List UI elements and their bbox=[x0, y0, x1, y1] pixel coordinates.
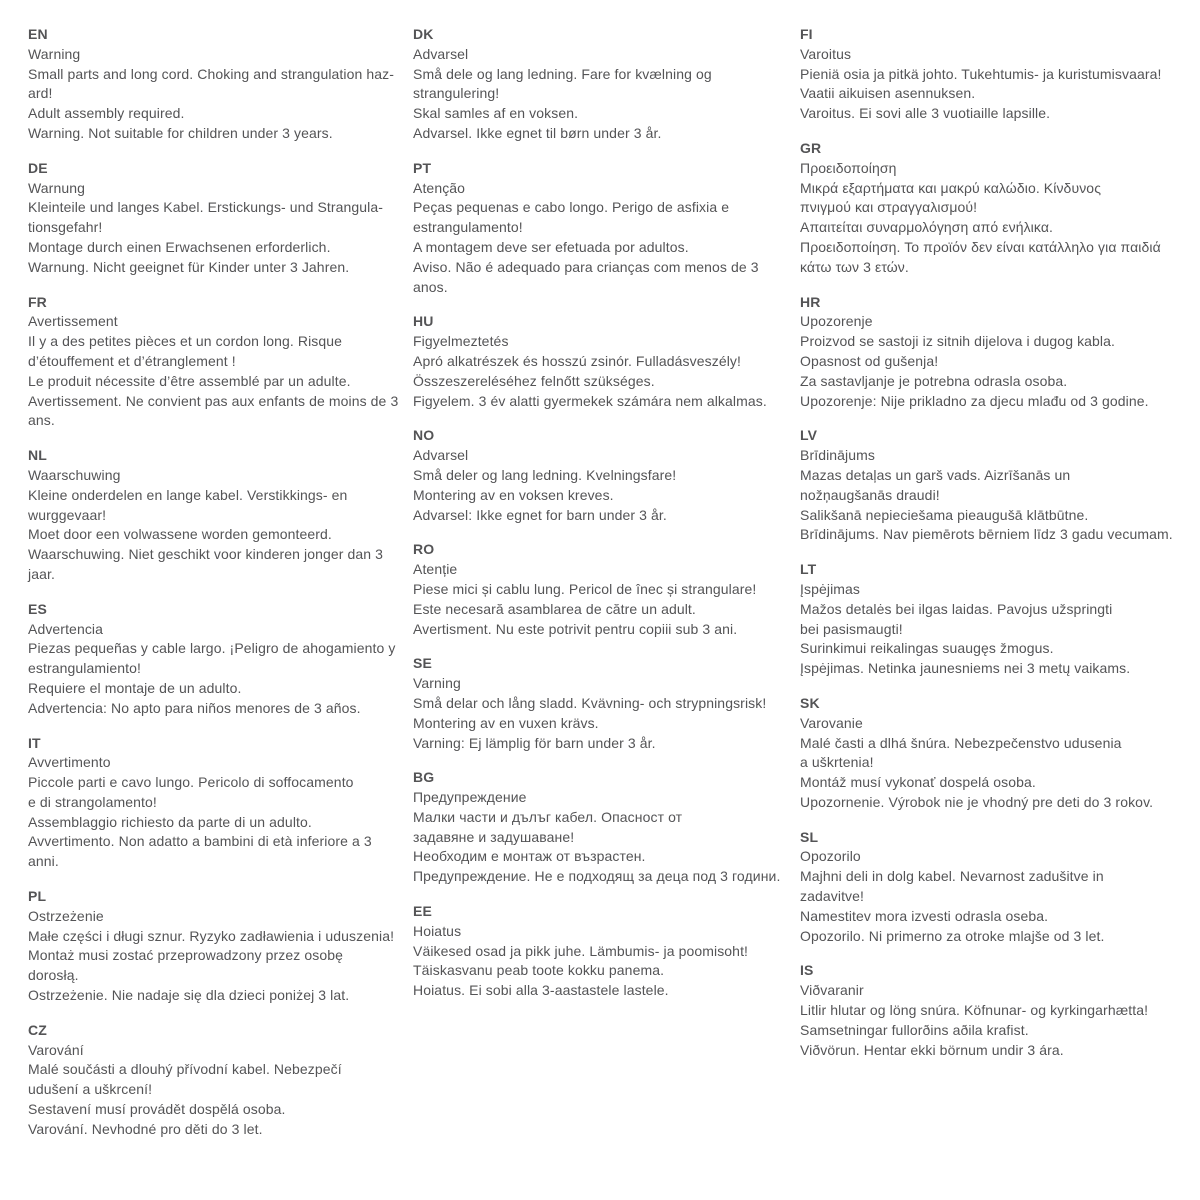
language-code: ES bbox=[28, 600, 47, 617]
language-code: NL bbox=[28, 447, 47, 464]
warning-line: Małe części i długi sznur. Ryzyko zadławienia i uduszenia! bbox=[28, 927, 395, 944]
warning-line: Moet door een volwassene worden gemonteerd. bbox=[28, 526, 332, 543]
warning-line: d’étouffement et d’étranglement ! bbox=[28, 352, 236, 369]
warning-line: Proizvod se sastoji iz sitnih dijelova i dugog kabla. bbox=[800, 333, 1116, 350]
language-block-en bbox=[28, 25, 414, 144]
warning-line: a uškrtenia! bbox=[800, 754, 874, 771]
warning-line: Aviso. Não é adequado para crianças com menos de 3 bbox=[413, 258, 759, 275]
language-code: BG bbox=[413, 769, 435, 786]
warning-line: Montering av en vuxen krävs. bbox=[413, 714, 599, 731]
language-code: CZ bbox=[28, 1021, 47, 1038]
warning-line: zadavitve! bbox=[800, 888, 865, 905]
language-code: SK bbox=[800, 694, 820, 711]
warning-line: Malé součásti a dlouhý přívodní kabel. Nebezpečí bbox=[28, 1061, 342, 1078]
warning-line: Malé časti a dlhá šnúra. Nebezpečenstvo udusenia bbox=[800, 734, 1122, 751]
warning-line: Mazas detaļas un garš vads. Aizrīšanās un bbox=[800, 466, 1071, 483]
warning-line: Μικρά εξαρτήματα και μακρύ καλώδιο. Κίνδυνος bbox=[800, 179, 1102, 196]
warning-line: estrangulamiento! bbox=[28, 660, 141, 677]
warning-line: Piese mici și cablu lung. Pericol de înec și strangulare! bbox=[413, 580, 757, 597]
warning-line: Ostrzeżenie. Nie nadaje się dla dzieci poniżej 3 lat. bbox=[28, 987, 350, 1004]
warning-line: Waarschuwing. Niet geschikt voor kinderen jonger dan 3 bbox=[28, 546, 384, 563]
warning-line: Απαιτείται συναρμολόγηση από ενήλικα. bbox=[800, 219, 1054, 236]
warning-line: Προειδοποίηση bbox=[800, 159, 897, 176]
warning-line: Advarsel bbox=[413, 447, 469, 464]
language-code: PT bbox=[413, 159, 432, 176]
warning-line: Brīdinājums bbox=[800, 447, 876, 464]
warning-line: Små dele og lang ledning. Fare for kvælning og bbox=[413, 65, 712, 82]
warning-line: jaar. bbox=[28, 565, 55, 582]
language-code: IT bbox=[28, 734, 41, 751]
language-block-fi bbox=[800, 25, 1186, 124]
warning-line: Warning bbox=[28, 45, 81, 62]
language-block-nl bbox=[28, 446, 414, 585]
warning-line: Warning. Not suitable for children under 3 years. bbox=[28, 124, 333, 141]
warning-line: Za sastavljanje je potrebna odrasla osoba. bbox=[800, 372, 1068, 389]
warning-line: Προειδοποίηση. Το προϊόν δεν είναι κατάλληλο για παιδιά bbox=[800, 238, 1161, 255]
warning-line: Advarsel: Ikke egnet for barn under 3 år. bbox=[413, 506, 667, 523]
warning-line: tionsgefahr! bbox=[28, 219, 103, 236]
language-block-it bbox=[28, 734, 414, 873]
warning-line: Varování. Nevhodné pro děti do 3 let. bbox=[28, 1120, 263, 1137]
warning-line: Avertissement. Ne convient pas aux enfants de moins de 3 bbox=[28, 392, 399, 409]
warning-line: Majhni deli in dolg kabel. Nevarnost zadušitve in bbox=[800, 868, 1104, 885]
language-block-sk bbox=[800, 694, 1186, 813]
warning-line: Ostrzeżenie bbox=[28, 907, 104, 924]
warning-line: Advarsel. Ikke egnet til børn under 3 år. bbox=[413, 124, 662, 141]
language-block-pt bbox=[413, 159, 799, 298]
warning-line: Avvertimento bbox=[28, 754, 111, 771]
warning-line: A montagem deve ser efetuada por adultos. bbox=[413, 238, 689, 255]
warning-line: Le produit nécessite d’être assemblé par un adulte. bbox=[28, 372, 351, 389]
language-block-dk bbox=[413, 25, 799, 144]
language-block-cz bbox=[28, 1021, 414, 1140]
warning-line: Väikesed osad ja pikk juhe. Lämbumis- ja poomisoht! bbox=[413, 942, 749, 959]
warning-line: Hoiatus bbox=[413, 922, 462, 939]
language-code: IS bbox=[800, 962, 814, 979]
warning-line: wurggevaar! bbox=[28, 506, 107, 523]
language-block-fr bbox=[28, 293, 414, 432]
warning-line: Varning: Ej lämplig för barn under 3 år. bbox=[413, 734, 656, 751]
language-code: SL bbox=[800, 828, 819, 845]
language-block-lv bbox=[800, 426, 1186, 545]
warning-line: Upozorenje bbox=[800, 313, 873, 330]
language-code: SE bbox=[413, 655, 432, 672]
warning-line: Figyelmeztetés bbox=[413, 333, 509, 350]
warning-line: Mažos detalės bei ilgas laidas. Pavojus užspringti bbox=[800, 600, 1113, 617]
language-block-gr bbox=[800, 139, 1186, 278]
warning-line: πνιγμού και στραγγαλισμού! bbox=[800, 199, 978, 216]
warning-line: Piccole parti e cavo lungo. Pericolo di soffocamento bbox=[28, 774, 354, 791]
warning-line: estrangulamento! bbox=[413, 219, 523, 236]
language-code: GR bbox=[800, 139, 822, 156]
language-code: DE bbox=[28, 159, 48, 176]
warning-line: Apró alkatrészek és hosszú zsinór. Fulladásveszély! bbox=[413, 352, 742, 369]
column-3 bbox=[800, 25, 1186, 1075]
language-code: NO bbox=[413, 427, 435, 444]
warning-line: Adult assembly required. bbox=[28, 105, 185, 122]
warning-line: Opozorilo bbox=[800, 848, 861, 865]
warning-line: anni. bbox=[28, 853, 59, 870]
language-block-sl bbox=[800, 828, 1186, 947]
warning-line: Viðvaranir bbox=[800, 982, 864, 999]
warning-line: Varovanie bbox=[800, 714, 863, 731]
warning-line: Avertissement bbox=[28, 313, 118, 330]
warning-line: Sestavení musí provádět dospělá osoba. bbox=[28, 1101, 286, 1118]
language-block-bg bbox=[413, 768, 799, 887]
warning-line: Montaż musi zostać przeprowadzony przez osobę bbox=[28, 947, 343, 964]
warning-line: Varning bbox=[413, 675, 461, 692]
warning-line: Upozornenie. Výrobok nie je vhodný pre deti do 3 rokov. bbox=[800, 793, 1154, 810]
warning-line: Surinkimui reikalingas suaugęs žmogus. bbox=[800, 640, 1054, 657]
warning-line: Avertisment. Nu este potrivit pentru copiii sub 3 ani. bbox=[413, 620, 738, 637]
warning-line: dorosłą. bbox=[28, 967, 79, 984]
warning-line: Varoitus. Ei sovi alle 3 vuotiaille lapsille. bbox=[800, 105, 1051, 122]
warning-line: Requiere el montaje de un adulto. bbox=[28, 679, 242, 696]
language-block-de bbox=[28, 159, 414, 278]
warning-line: Montering av en voksen kreves. bbox=[413, 486, 614, 503]
language-code: LV bbox=[800, 427, 818, 444]
warning-line: Waarschuwing bbox=[28, 466, 121, 483]
warning-line: Opasnost od gušenja! bbox=[800, 352, 939, 369]
language-code: EE bbox=[413, 903, 432, 920]
warning-line: Advarsel bbox=[413, 45, 469, 62]
language-block-ro bbox=[413, 540, 799, 639]
warning-line: Pieniä osia ja pitkä johto. Tukehtumis- ja kuristumisvaara! bbox=[800, 65, 1162, 82]
warning-line: Varoitus bbox=[800, 45, 852, 62]
warning-line: Små delar och lång sladd. Kvävning- och strypningsrisk! bbox=[413, 694, 767, 711]
warning-line: Необходим е монтаж от възрастен. bbox=[413, 848, 646, 865]
warning-line: Предупреждение bbox=[413, 789, 527, 806]
warning-line: Advertencia bbox=[28, 620, 104, 637]
warning-line: Kleine onderdelen en lange kabel. Verstikkings- en bbox=[28, 486, 348, 503]
warning-line: Täiskasvanu peab toote kokku panema. bbox=[413, 962, 665, 979]
language-code: LT bbox=[800, 561, 817, 578]
warning-line: e di strangolamento! bbox=[28, 793, 157, 810]
column-2 bbox=[413, 25, 799, 1016]
column-1 bbox=[28, 25, 414, 1155]
warning-line: Avvertimento. Non adatto a bambini di età inferiore a 3 bbox=[28, 833, 372, 850]
warning-line: Peças pequenas e cabo longo. Perigo de asfixia e bbox=[413, 199, 730, 216]
language-block-hu bbox=[413, 312, 799, 411]
warning-line: ard! bbox=[28, 85, 53, 102]
warning-line: strangulering! bbox=[413, 85, 500, 102]
language-block-no bbox=[413, 426, 799, 525]
language-block-is bbox=[800, 961, 1186, 1060]
warning-line: Litlir hlutar og löng snúra. Köfnunar- og kyrkingarhætta! bbox=[800, 1002, 1149, 1019]
warning-line: Brīdinājums. Nav piemērots bērniem līdz 3 gadu vecumam. bbox=[800, 526, 1173, 543]
warning-line: Warnung bbox=[28, 179, 85, 196]
warning-line: Warnung. Nicht geeignet für Kinder unter 3 Jahren. bbox=[28, 258, 350, 275]
language-code: HR bbox=[800, 293, 821, 310]
warning-line: anos. bbox=[413, 278, 448, 295]
warning-line: ans. bbox=[28, 412, 55, 429]
warning-line: Varování bbox=[28, 1041, 84, 1058]
warning-line: Összeszereléséhez felnőtt szükséges. bbox=[413, 372, 655, 389]
warning-line: bei pasismaugti! bbox=[800, 620, 903, 637]
language-block-es bbox=[28, 600, 414, 719]
warning-line: Įspėjimas. Netinka jaunesniems nei 3 metų vaikams. bbox=[800, 660, 1131, 677]
language-block-pl bbox=[28, 887, 414, 1006]
warning-line: Este necesară asamblarea de către un adult. bbox=[413, 600, 696, 617]
language-code: HU bbox=[413, 313, 434, 330]
warning-line: udušení a uškrcení! bbox=[28, 1081, 153, 1098]
warning-line: Kleinteile und langes Kabel. Erstickungs- und Strangula- bbox=[28, 199, 384, 216]
language-block-se bbox=[413, 654, 799, 753]
language-code: FR bbox=[28, 293, 47, 310]
warning-line: Atenção bbox=[413, 179, 466, 196]
warning-line: Малки части и дълъг кабел. Опасност от bbox=[413, 808, 683, 825]
warning-line: Opozorilo. Ni primerno za otroke mlajše od 3 let. bbox=[800, 927, 1105, 944]
warning-line: Namestitev mora izvesti odrasla oseba. bbox=[800, 907, 1049, 924]
language-block-lt bbox=[800, 560, 1186, 679]
warning-line: задавяне и задушаване! bbox=[413, 828, 575, 845]
warning-line: Atenție bbox=[413, 561, 458, 578]
language-code: FI bbox=[800, 26, 813, 42]
warning-line: Предупреждение. Не е подходящ за деца под 3 години. bbox=[413, 868, 781, 885]
warning-line: Įspėjimas bbox=[800, 580, 861, 597]
warning-line: Montage durch einen Erwachsenen erforderlich. bbox=[28, 238, 331, 255]
warning-line: Små deler og lang ledning. Kvelningsfare! bbox=[413, 466, 677, 483]
warning-line: κάτω των 3 ετών. bbox=[800, 258, 909, 275]
language-block-ee bbox=[413, 902, 799, 1001]
warning-line: Piezas pequeñas y cable largo. ¡Peligro de ahogamiento y bbox=[28, 640, 396, 657]
warning-line: Skal samles af en voksen. bbox=[413, 105, 579, 122]
warning-line: Small parts and long cord. Choking and strangulation haz- bbox=[28, 65, 395, 82]
warning-line: Hoiatus. Ei sobi alla 3-aastastele lastele. bbox=[413, 982, 669, 999]
warning-line: Il y a des petites pièces et un cordon long. Risque bbox=[28, 333, 343, 350]
warning-line: Vaatii aikuisen asennuksen. bbox=[800, 85, 976, 102]
warning-line: Salikšanā nepieciešama pieaugušā klātbūtne. bbox=[800, 506, 1089, 523]
warning-line: Samsetningar fullorðins aðila krafist. bbox=[800, 1021, 1029, 1038]
language-block-hr bbox=[800, 293, 1186, 412]
warning-line: nožņaugšanās draudi! bbox=[800, 486, 940, 503]
language-code: PL bbox=[28, 888, 47, 905]
warning-line: Advertencia: No apto para niños menores de 3 años. bbox=[28, 699, 361, 716]
warning-line: Assemblaggio richiesto da parte di un adulto. bbox=[28, 813, 312, 830]
language-code: RO bbox=[413, 541, 435, 558]
warning-line: Montáž musí vykonať dospelá osoba. bbox=[800, 774, 1036, 791]
language-code: DK bbox=[413, 26, 434, 42]
language-code: EN bbox=[28, 26, 48, 42]
warning-line: Upozorenje: Nije prikladno za djecu mlađu od 3 godine. bbox=[800, 392, 1149, 409]
warning-line: Viðvörun. Hentar ekki börnum undir 3 ára. bbox=[800, 1041, 1064, 1058]
warning-line: Figyelem. 3 év alatti gyermekek számára nem alkalmas. bbox=[413, 392, 767, 409]
